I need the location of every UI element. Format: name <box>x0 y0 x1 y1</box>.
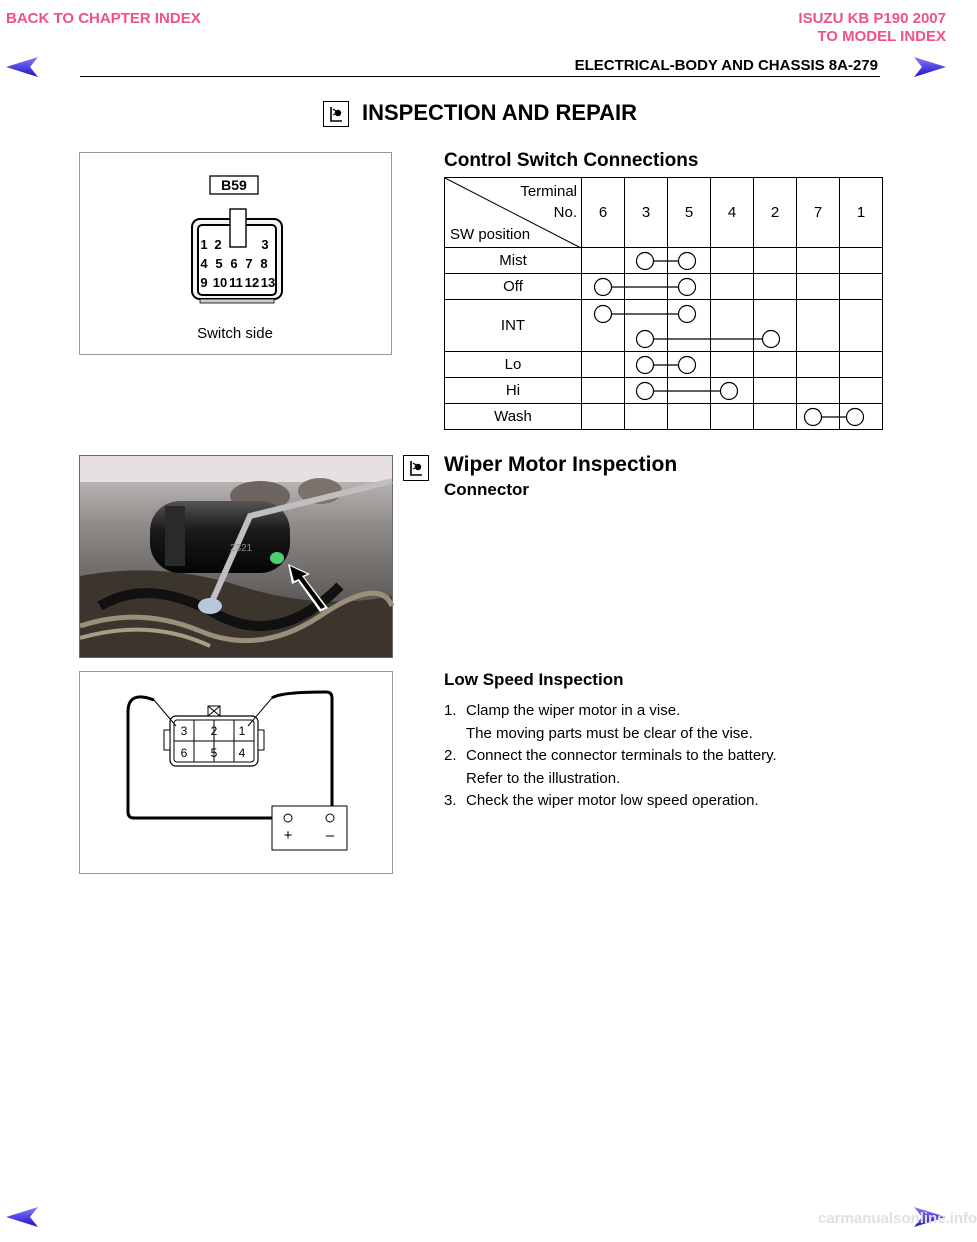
continuity-node <box>595 279 612 296</box>
terminal-no-label: No. <box>553 204 577 221</box>
sw-position-label: SW position <box>450 226 531 243</box>
header-divider <box>80 76 880 77</box>
pin-label: 5 <box>210 746 218 760</box>
continuity-node <box>763 331 780 348</box>
pin-9: 9 <box>200 275 208 290</box>
connector-subtitle: Connector <box>444 480 529 499</box>
battery-plus-label: + <box>283 827 293 844</box>
pin-12: 12 <box>244 275 260 290</box>
pin-label: 3 <box>180 724 188 738</box>
inspection-icon <box>403 455 429 481</box>
row-label-hi: Hi <box>445 378 582 404</box>
terminal-header: 7 <box>797 178 840 248</box>
continuity-node <box>679 306 696 323</box>
row-label-lo: Lo <box>445 352 582 378</box>
low-speed-title: Low Speed Inspection <box>444 670 624 689</box>
connector-label: B59 <box>221 177 247 193</box>
pin-label: 1 <box>238 724 246 738</box>
list-item: 3. Check the wiper motor low speed operation. <box>444 792 759 809</box>
pin-8: 8 <box>260 256 268 271</box>
list-item: 2. Connect the connector terminals to the battery. Refer to the illustration. <box>444 747 777 787</box>
continuity-node <box>679 253 696 270</box>
terminal-header: 3 <box>625 178 668 248</box>
continuity-node <box>721 383 738 400</box>
low-speed-steps <box>444 700 864 813</box>
wiper-motor-title: Wiper Motor Inspection <box>444 453 678 476</box>
continuity-node <box>637 331 654 348</box>
page-header: ELECTRICAL-BODY AND CHASSIS 8A-279 <box>574 57 878 74</box>
page-title: INSPECTION AND REPAIR <box>362 100 638 125</box>
continuity-node <box>679 357 696 374</box>
inspection-icon <box>323 101 349 127</box>
back-to-chapter-index-link[interactable]: BACK TO CHAPTER INDEX <box>6 10 201 27</box>
pin-13: 13 <box>260 275 276 290</box>
pin-6: 6 <box>230 256 238 271</box>
motor-label-text: 2321 <box>230 543 253 554</box>
watermark-text: carmanualsonline.info <box>818 1210 977 1227</box>
terminal-label: Terminal <box>520 183 577 200</box>
terminal-header: 1 <box>840 178 883 248</box>
low-speed-diagram <box>79 671 393 874</box>
wiper-motor-photo <box>79 455 393 658</box>
terminal-header: 5 <box>668 178 711 248</box>
continuity-node <box>847 409 864 426</box>
continuity-node <box>595 306 612 323</box>
battery-minus-label: – <box>325 827 335 844</box>
continuity-node <box>679 279 696 296</box>
terminal-header: 6 <box>582 178 625 248</box>
pin-label: 2 <box>210 724 218 738</box>
terminal-header: 4 <box>711 178 754 248</box>
pin-label: 6 <box>180 746 188 760</box>
pin-label: 4 <box>238 746 246 760</box>
continuity-node <box>637 253 654 270</box>
connector-caption: Switch side <box>197 325 273 342</box>
continuity-node <box>637 383 654 400</box>
row-label-int: INT <box>445 300 582 352</box>
prev-page-arrow-icon[interactable] <box>4 1206 40 1228</box>
continuity-node <box>637 357 654 374</box>
pin-3: 3 <box>261 237 269 252</box>
continuity-symbols <box>444 177 876 433</box>
continuity-node <box>805 409 822 426</box>
prev-page-arrow-icon[interactable] <box>4 56 40 78</box>
row-label-mist: Mist <box>445 248 582 274</box>
next-page-arrow-icon[interactable] <box>912 56 948 78</box>
pin-7: 7 <box>245 256 253 271</box>
pin-1: 1 <box>200 237 208 252</box>
list-item: 1. Clamp the wiper motor in a vise. The moving parts must be clear of the vise. <box>444 702 753 742</box>
model-index-link[interactable] <box>798 10 946 46</box>
pin-10: 10 <box>212 275 228 290</box>
row-label-off: Off <box>445 274 582 300</box>
control-switch-title: Control Switch Connections <box>444 150 699 171</box>
to-model-index-label: TO MODEL INDEX <box>817 28 946 45</box>
pin-11: 11 <box>229 275 243 290</box>
terminal-header: 2 <box>754 178 797 248</box>
pin-2: 2 <box>214 237 222 252</box>
model-title: ISUZU KB P190 2007 <box>798 10 946 27</box>
pin-5: 5 <box>215 256 223 271</box>
row-label-wash: Wash <box>445 404 582 430</box>
b59-connector-figure <box>79 152 392 355</box>
pin-4: 4 <box>200 256 208 271</box>
